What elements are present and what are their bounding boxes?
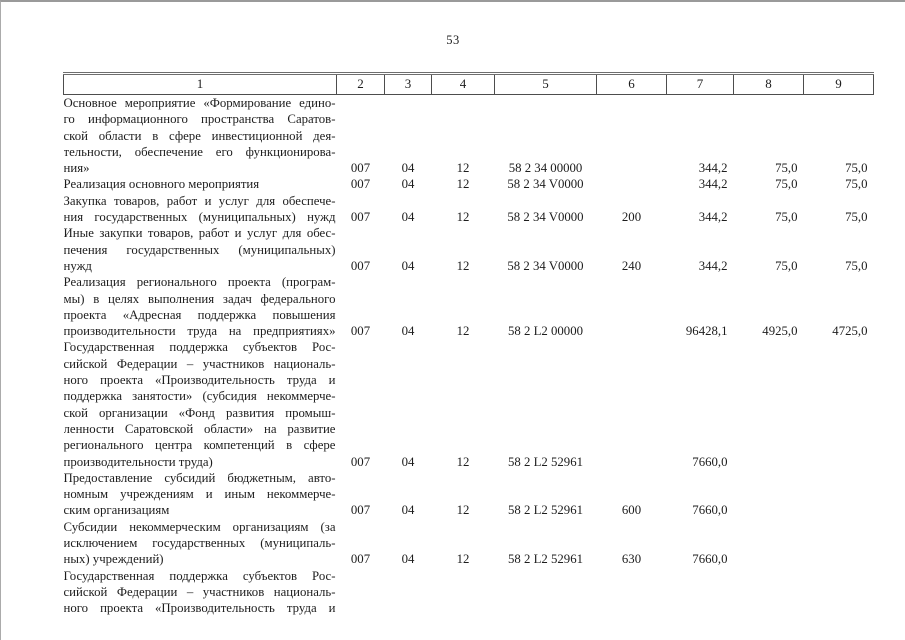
page-number: 53 <box>446 33 460 47</box>
row-value-col3: 04 <box>401 161 415 176</box>
column-header: 4 <box>432 74 495 95</box>
row-value-col2: 007 <box>350 503 371 518</box>
row-name <box>64 95 337 177</box>
row-value-col3: 04 <box>401 503 415 518</box>
row-value-col3 <box>385 568 432 617</box>
row-value-col3: 04 <box>401 454 415 469</box>
row-name-line: ской организации «Фонд развития промыш- <box>63 405 336 420</box>
row-value-col5: 58 2 L2 52961 <box>507 503 583 518</box>
row-name-line: Реализация основного мероприятия <box>63 177 260 192</box>
row-value-col6 <box>597 95 667 177</box>
row-value-col5: 58 2 34 V0000 <box>507 258 584 273</box>
row-name-line: сийской Федерации – участников националь- <box>63 584 336 599</box>
column-header: 3 <box>385 74 432 95</box>
row-name-line: поддержка занятости» (субсидия некоммерче- <box>63 389 336 404</box>
column-number-row <box>64 74 874 95</box>
row-value-col6: 240 <box>621 258 642 273</box>
table-row <box>64 95 874 177</box>
row-value-col8: 75,0 <box>775 177 798 192</box>
table-row <box>64 225 874 274</box>
row-name <box>64 339 337 469</box>
row-name-line: ния» <box>63 161 90 176</box>
table-body <box>64 95 874 617</box>
row-value-col3: 04 <box>401 258 415 273</box>
row-value-col2: 007 <box>350 258 371 273</box>
row-value-col9 <box>804 339 874 469</box>
row-value-col3: 04 <box>401 177 415 192</box>
row-value-col6: 600 <box>621 503 642 518</box>
row-value-col9: 75,0 <box>845 161 868 176</box>
row-value-col6: 630 <box>621 552 642 567</box>
table-row <box>64 470 874 519</box>
column-header: 2 <box>337 74 385 95</box>
row-value-col9: 4725,0 <box>832 324 868 339</box>
row-value-col4: 12 <box>456 503 470 518</box>
row-value-col4 <box>432 568 495 617</box>
column-header: 6 <box>597 74 667 95</box>
row-name-line: Государственная поддержка субъектов Рос- <box>63 568 336 583</box>
row-name-line: Иные закупки товаров, работ и услуг для обес- <box>63 226 336 241</box>
row-value-col2: 007 <box>350 454 371 469</box>
row-value-col5: 58 2 34 V0000 <box>507 177 584 192</box>
row-value-col6: 200 <box>621 210 642 225</box>
row-name <box>64 193 337 226</box>
row-value-col4: 12 <box>456 454 470 469</box>
row-value-col8 <box>734 470 804 519</box>
row-name-line: производительности труда на предприятиях» <box>63 324 336 339</box>
row-name-line: производительности труда) <box>63 454 213 469</box>
row-name-line: ской области в сфере инвестиционной дея- <box>63 128 336 143</box>
row-name-line: исключением государственных (муниципаль- <box>63 536 336 551</box>
table-row <box>64 519 874 568</box>
column-header: 1 <box>64 74 337 95</box>
row-name-line: регионального центра компетенций в сфере <box>63 438 336 453</box>
row-value-col8: 75,0 <box>775 210 798 225</box>
row-value-col5: 58 2 L2 52961 <box>507 552 583 567</box>
row-name-line: печения государственных (муниципальных) <box>63 242 336 257</box>
row-value-col4: 12 <box>456 161 470 176</box>
row-name <box>64 225 337 274</box>
row-value-col7: 344,2 <box>698 161 728 176</box>
row-value-col8: 4925,0 <box>762 324 798 339</box>
row-value-col2: 007 <box>350 161 371 176</box>
row-value-col9: 75,0 <box>845 258 868 273</box>
row-name <box>64 519 337 568</box>
row-value-col8 <box>734 339 804 469</box>
row-value-col7: 344,2 <box>698 210 728 225</box>
row-name-line: ским организациям <box>63 503 170 518</box>
row-value-col5: 58 2 L2 52961 <box>507 454 583 469</box>
row-name <box>64 470 337 519</box>
row-name-line: го информационного пространства Саратов- <box>63 112 336 127</box>
row-name-line: проекта «Адресная поддержка повышения <box>63 307 336 322</box>
row-value-col8 <box>734 568 804 617</box>
row-value-col5: 58 2 L2 00000 <box>507 324 583 339</box>
table-header <box>64 74 874 95</box>
row-value-col8 <box>734 519 804 568</box>
row-name <box>64 274 337 339</box>
row-value-col9 <box>804 519 874 568</box>
row-value-col5: 58 2 34 00000 <box>508 161 583 176</box>
table-row <box>64 176 874 192</box>
row-name-line: номным учреждениям и иным некоммерче- <box>63 487 336 502</box>
row-value-col9: 75,0 <box>845 177 868 192</box>
row-name-line: сийской Федерации – участников националь- <box>63 356 336 371</box>
row-value-col9 <box>804 470 874 519</box>
row-value-col2 <box>337 568 385 617</box>
row-name-line: Предоставление субсидий бюджетным, авто- <box>63 470 336 485</box>
row-value-col2: 007 <box>350 552 371 567</box>
row-value-col6 <box>597 568 667 617</box>
row-name-line: ного проекта «Производительность труда и <box>63 373 336 388</box>
row-name-line: ленности Саратовской области» на развитие <box>63 421 336 436</box>
row-value-col9 <box>804 568 874 617</box>
row-name-line: Реализация регионального проекта (програм- <box>63 275 336 290</box>
row-value-col7: 7660,0 <box>692 552 728 567</box>
row-name-line: ных) учреждений) <box>63 552 164 567</box>
row-value-col6 <box>597 176 667 192</box>
row-value-col4: 12 <box>456 552 470 567</box>
row-value-col3: 04 <box>401 552 415 567</box>
row-value-col4: 12 <box>456 324 470 339</box>
row-name-line: нужд <box>63 258 92 273</box>
row-value-col9: 75,0 <box>845 210 868 225</box>
table-row <box>64 339 874 469</box>
row-value-col7: 7660,0 <box>692 454 728 469</box>
row-value-col3: 04 <box>401 324 415 339</box>
row-value-col7 <box>667 568 734 617</box>
row-name-line: тельности, обеспечение его функционирова- <box>63 144 336 159</box>
row-value-col7: 344,2 <box>698 177 728 192</box>
row-name-line: ния государственных (муниципальных) нужд <box>63 210 336 225</box>
row-value-col5: 58 2 34 V0000 <box>507 210 584 225</box>
table-row <box>64 193 874 226</box>
row-value-col7: 96428,1 <box>685 324 728 339</box>
budget-table <box>63 72 874 617</box>
row-value-col6 <box>597 339 667 469</box>
row-value-col7: 344,2 <box>698 258 728 273</box>
column-header: 8 <box>734 74 804 95</box>
row-value-col2: 007 <box>350 210 371 225</box>
row-value-col4: 12 <box>456 210 470 225</box>
row-name-line: мы) в целях выполнения задач федерального <box>63 291 336 306</box>
row-value-col6 <box>597 274 667 339</box>
row-value-col2: 007 <box>350 324 371 339</box>
row-value-col4: 12 <box>456 258 470 273</box>
row-value-col8: 75,0 <box>775 258 798 273</box>
column-header: 5 <box>495 74 597 95</box>
row-name <box>64 568 337 617</box>
row-value-col4: 12 <box>456 177 470 192</box>
row-value-col2: 007 <box>350 177 371 192</box>
row-name-line: ного проекта «Производительность труда и <box>63 601 336 616</box>
row-value-col3: 04 <box>401 210 415 225</box>
table-row <box>64 568 874 617</box>
column-header: 9 <box>804 74 874 95</box>
table-row <box>64 274 874 339</box>
row-name-line: Государственная поддержка субъектов Рос- <box>63 340 336 355</box>
row-name-line: Основное мероприятие «Формирование едино- <box>63 96 336 110</box>
row-value-col5 <box>495 568 597 617</box>
column-header: 7 <box>667 74 734 95</box>
row-value-col7: 7660,0 <box>692 503 728 518</box>
row-name-line: Закупка товаров, работ и услуг для обеспече- <box>63 193 336 208</box>
row-value-col8: 75,0 <box>775 161 798 176</box>
row-name-line: Субсидии некоммерческим организациям (за <box>63 519 336 534</box>
row-name <box>64 176 337 192</box>
